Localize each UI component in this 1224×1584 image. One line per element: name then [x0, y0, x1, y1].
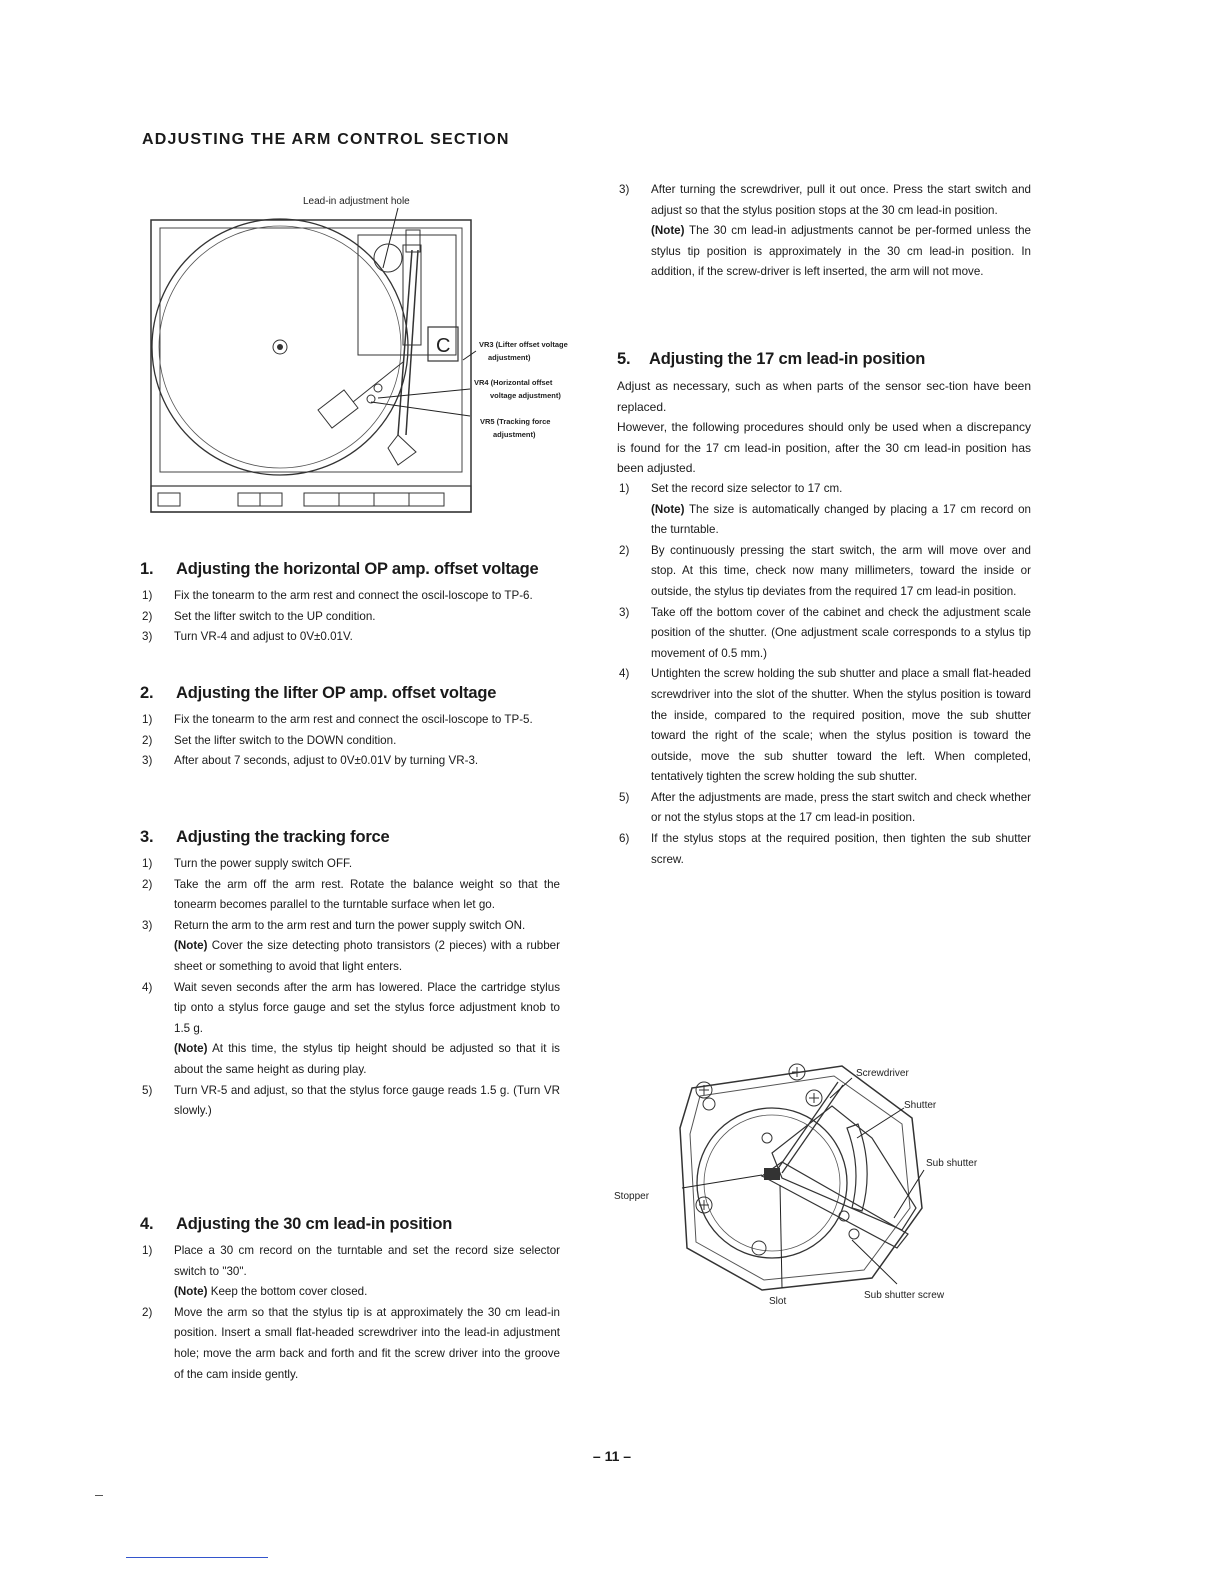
list-item: 2) By continuously pressing the start switch, the arm will move over and stop. At this time, check now many millimeters, toward the inside or outside, the stylus tip deviates from the required 17 cm lead-in position. [619, 543, 1031, 598]
section-2 [140, 684, 560, 772]
shutter-label: Shutter [904, 1100, 937, 1111]
section-4 [140, 1215, 560, 1385]
section-5-intro: Adjust as necessary, such as when parts of the sensor sec-tion have been replaced. [617, 379, 1031, 414]
vr4-label-line1: VR4 (Horizontal offset [474, 378, 553, 387]
vr3-label-line1: VR3 (Lifter offset voltage [479, 340, 568, 349]
svg-text:C: C [436, 335, 451, 357]
edge-dash [95, 1495, 103, 1496]
list-item: 3) Turn VR-4 and adjust to 0V±0.01V. [142, 630, 353, 644]
section-1 [140, 560, 560, 648]
edge-line [126, 1557, 268, 1558]
list-item: 1) Turn the power supply switch OFF. [142, 857, 353, 870]
list-item: 1) Set the record size selector to 17 cm. (Note) The size is automatically changed by placing a 17 cm record on the turntable. [619, 481, 1031, 537]
list-item: 4) Wait seven seconds after the arm has lowered. Place the cartridge stylus tip onto a stylus force gauge and set the stylus force adjustment knob to 1.5 g. (Note) At this time, the stylus tip height should be adjusted so that it is about the same height as during play. [142, 980, 560, 1076]
list-item: 2) Set the lifter switch to the DOWN condition. [142, 733, 397, 747]
section-1-title: 1. Adjusting the horizontal OP amp. offset voltage [140, 560, 539, 578]
list-item: 2) Set the lifter switch to the UP condition. [142, 609, 376, 623]
list-item: 4) Untighten the screw holding the sub shutter and place a small flat-headed screwdriver into the slot of the shutter. When the stylus position is toward the inside, compared to the required position, move the sub shutter toward the right of the scale; when the stylus position is toward the outside, move the sub shutter toward the left. When completed, tentatively tighten the screw holding the sub shutter. [619, 667, 1031, 784]
page-number: – 11 – [592, 1448, 632, 1464]
stopper-label: Stopper [614, 1191, 650, 1202]
list-item: 1) Fix the tonearm to the arm rest and connect the oscil-loscope to TP-5. [142, 713, 533, 726]
shutter-diagram [612, 1058, 992, 1320]
list-item: 3) After turning the screwdriver, pull it out once. Press the start switch and adjust so that the stylus position stops at the 30 cm lead-in position. (Note) The 30 cm lead-in adjustments cannot be per-formed unless the stylus tip position is approximately in the 30 cm lead-in position. In addition, if the screw-driver is left inserted, the arm will not move. [619, 183, 1031, 279]
list-item: 2) Take the arm off the arm rest. Rotate the balance weight so that the tonearm becomes parallel to the turntable surface when let go. [142, 877, 560, 912]
section-5 [617, 350, 1031, 870]
vr5-label-line2: adjustment) [493, 430, 536, 439]
list-item: 6) If the stylus stops at the required position, then tighten the sub shutter screw. [619, 832, 1031, 866]
section-4-title: 4. Adjusting the 30 cm lead-in position [140, 1215, 453, 1233]
section-5-title: 5. Adjusting the 17 cm lead-in position [617, 350, 926, 368]
list-item: 1) Fix the tonearm to the arm rest and connect the oscil-loscope to TP-6. [142, 589, 533, 602]
vr4-label-line2: voltage adjustment) [490, 391, 561, 400]
sub-shutter-label: Sub shutter [926, 1158, 978, 1169]
section-4-continued [617, 180, 1031, 283]
section-5-intro-2: However, the following procedures should only be used when a discrepancy is found for the 17 cm lead-in position, after the 30 cm lead-in position has been adjusted. [617, 420, 1031, 476]
slot-label: Slot [769, 1296, 787, 1307]
list-item: 2) Move the arm so that the stylus tip is at approximately the 30 cm lead-in position. Insert a small flat-headed screwdriver into the lead-in adjustment hole; move the arm back and forth and fit the screw driver into the groove of the cam inside gently. [142, 1305, 560, 1381]
list-item: 5) Turn VR-5 and adjust, so that the stylus force gauge reads 1.5 g. (Turn VR slowly.) [142, 1083, 560, 1118]
list-item: 1) Place a 30 cm record on the turntable and set the record size selector switch to "30". (Note) Keep the bottom cover closed. [142, 1244, 560, 1299]
page-title: ADJUSTING THE ARM CONTROL SECTION [142, 131, 510, 148]
list-item: 3) After about 7 seconds, adjust to 0V±0.01V by turning VR-3. [142, 754, 479, 768]
section-3-title: 3. Adjusting the tracking force [140, 828, 390, 846]
section-3 [140, 828, 560, 1122]
list-item: 5) After the adjustments are made, press the start switch and check whether or not the stylus stops at the 17 cm lead-in position. [619, 790, 1031, 825]
list-item: 3) Take off the bottom cover of the cabinet and check the adjustment scale position of the shutter. (One adjustment scale corresponds to a stylus tip movement of 0.5 mm.) [619, 605, 1031, 660]
vr3-label-line2: adjustment) [488, 353, 531, 362]
lead-in-hole-label: Lead-in adjustment hole [303, 196, 410, 207]
vr5-label-line1: VR5 (Tracking force [480, 417, 551, 426]
section-2-title: 2. Adjusting the lifter OP amp. offset voltage [140, 684, 497, 702]
list-item: 3) Return the arm to the arm rest and turn the power supply switch ON. (Note) Cover the size detecting photo transistors (2 pieces) with a rubber sheet or something to avoid that light enters. [142, 918, 560, 973]
sub-shutter-screw-label: Sub shutter screw [864, 1290, 945, 1301]
screwdriver-label: Screwdriver [856, 1068, 909, 1079]
turntable-diagram [148, 190, 608, 520]
